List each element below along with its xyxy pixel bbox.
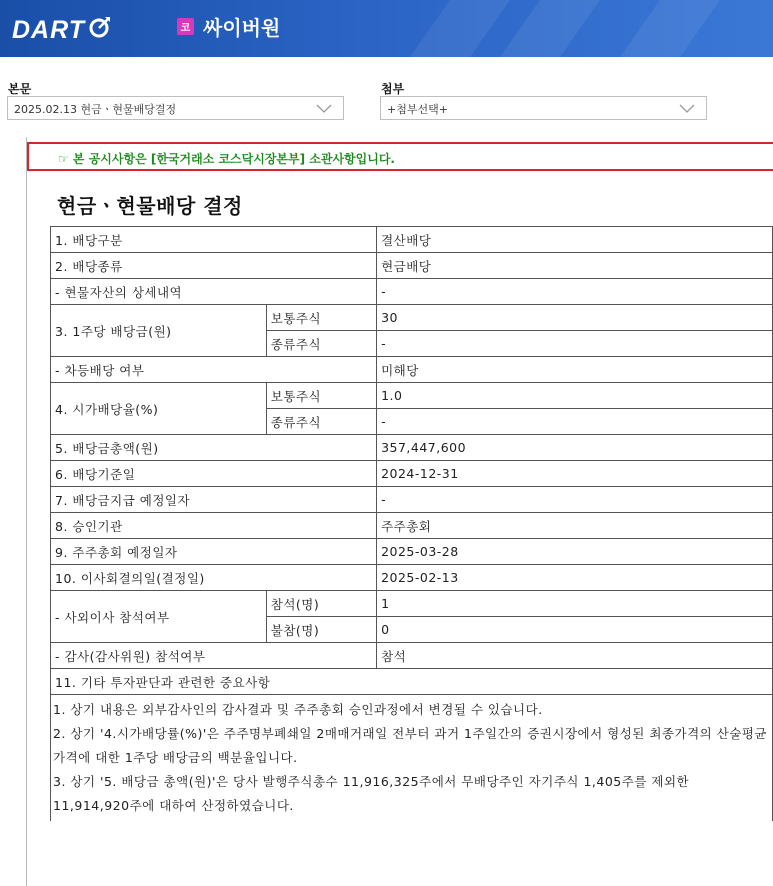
- dart-logo-mark-icon: [87, 15, 111, 39]
- jurisdiction-notice: [27, 142, 773, 171]
- row-label: 7. 배당금지급 예정일자: [51, 487, 377, 513]
- document-title: 현금ㆍ현물배당 결정: [57, 194, 243, 218]
- row-sublabel: 보통주식: [266, 305, 376, 331]
- row-value: 2025-03-28: [377, 539, 773, 565]
- table-row: [51, 435, 773, 461]
- table-row: [51, 695, 773, 822]
- chevron-down-icon: [315, 101, 333, 115]
- dividend-table: [50, 226, 773, 821]
- row-value: 30: [377, 305, 773, 331]
- main-doc-select-value: 2025.02.13 현금ㆍ현물배당결정: [14, 103, 177, 116]
- table-row: [51, 305, 773, 331]
- note-item: 3. 상기 '5. 배당금 총액(원)'은 당사 발행주식총수 11,916,325주에서 무배당주인 자기주식 1,405주를 제외한 11,914,920주에 대하여 산정하였습니다.: [53, 774, 690, 813]
- company-name: 싸이버원: [203, 16, 281, 40]
- row-value: 0: [377, 617, 773, 643]
- row-sublabel: 불참(명): [266, 617, 376, 643]
- header-decoration: [620, 0, 720, 57]
- row-label: 2. 배당종류: [51, 253, 377, 279]
- row-sublabel: 종류주식: [266, 409, 376, 435]
- row-label: 4. 시가배당율(%): [51, 383, 267, 435]
- row-label: - 감사(감사위원) 참석여부: [51, 643, 377, 669]
- row-value: 2024-12-31: [377, 461, 773, 487]
- row-label: 10. 이사회결의일(결정일): [51, 565, 377, 591]
- company-heading: [177, 12, 280, 41]
- notes-cell: [51, 695, 773, 822]
- row-value: 357,447,600: [377, 435, 773, 461]
- row-label: 9. 주주총회 예정일자: [51, 539, 377, 565]
- chevron-down-icon: [678, 101, 696, 115]
- table-row: [51, 253, 773, 279]
- row-sublabel: 참석(명): [266, 591, 376, 617]
- note-item: 2. 상기 '4.시가배당률(%)'은 주주명부폐쇄일 2매매거래일 전부터 과거 1주일간의 증권시장에서 형성된 최종가격의 산술평균가격에 대한 1주당 배당금의 백분율입니다.: [53, 726, 767, 765]
- table-row: [51, 383, 773, 409]
- logo-text: DART: [12, 15, 85, 44]
- row-value: 2025-02-13: [377, 565, 773, 591]
- main-doc-label: 본문: [8, 82, 32, 96]
- market-badge-icon: 코: [177, 18, 194, 35]
- table-row: [51, 591, 773, 617]
- row-label: 6. 배당기준일: [51, 461, 377, 487]
- row-label: 11. 기타 투자판단과 관련한 중요사항: [51, 669, 773, 695]
- row-label: - 차등배당 여부: [51, 357, 377, 383]
- row-value: 주주총회: [377, 513, 773, 539]
- main-doc-select[interactable]: [7, 96, 344, 120]
- table-row: [51, 513, 773, 539]
- table-row: [51, 669, 773, 695]
- dart-logo[interactable]: [12, 15, 111, 45]
- table-row: [51, 279, 773, 305]
- app-header: [0, 0, 773, 57]
- table-row: [51, 227, 773, 253]
- header-decoration: [500, 0, 600, 57]
- row-value: 미해당: [377, 357, 773, 383]
- row-value: 결산배당: [377, 227, 773, 253]
- row-value: 참석: [377, 643, 773, 669]
- table-row: [51, 357, 773, 383]
- row-label: - 사외이사 참석여부: [51, 591, 267, 643]
- row-label: - 현물자산의 상세내역: [51, 279, 377, 305]
- attachment-select[interactable]: [380, 96, 707, 120]
- table-row: [51, 565, 773, 591]
- row-value: -: [377, 279, 773, 305]
- header-decoration: [410, 0, 510, 57]
- row-label: 8. 승인기관: [51, 513, 377, 539]
- row-value: -: [377, 409, 773, 435]
- table-row: [51, 643, 773, 669]
- table-row: [51, 539, 773, 565]
- attachment-select-value: +첨부선택+: [387, 103, 448, 116]
- row-value: 1.0: [377, 383, 773, 409]
- row-label: 1. 배당구분: [51, 227, 377, 253]
- attachment-label: 첨부: [381, 82, 405, 96]
- row-label: 5. 배당금총액(원): [51, 435, 377, 461]
- row-value: -: [377, 487, 773, 513]
- row-value: 1: [377, 591, 773, 617]
- table-row: [51, 461, 773, 487]
- row-value: -: [377, 331, 773, 357]
- row-value: 현금배당: [377, 253, 773, 279]
- row-sublabel: 종류주식: [266, 331, 376, 357]
- notice-text: ☞ 본 공시사항은 [한국거래소 코스닥시장본부] 소관사항입니다.: [58, 152, 395, 166]
- table-row: [51, 487, 773, 513]
- row-sublabel: 보통주식: [266, 383, 376, 409]
- note-item: 1. 상기 내용은 외부감사인의 감사결과 및 주주총회 승인과정에서 변경될 수 있습니다.: [53, 702, 543, 717]
- row-label: 3. 1주당 배당금(원): [51, 305, 267, 357]
